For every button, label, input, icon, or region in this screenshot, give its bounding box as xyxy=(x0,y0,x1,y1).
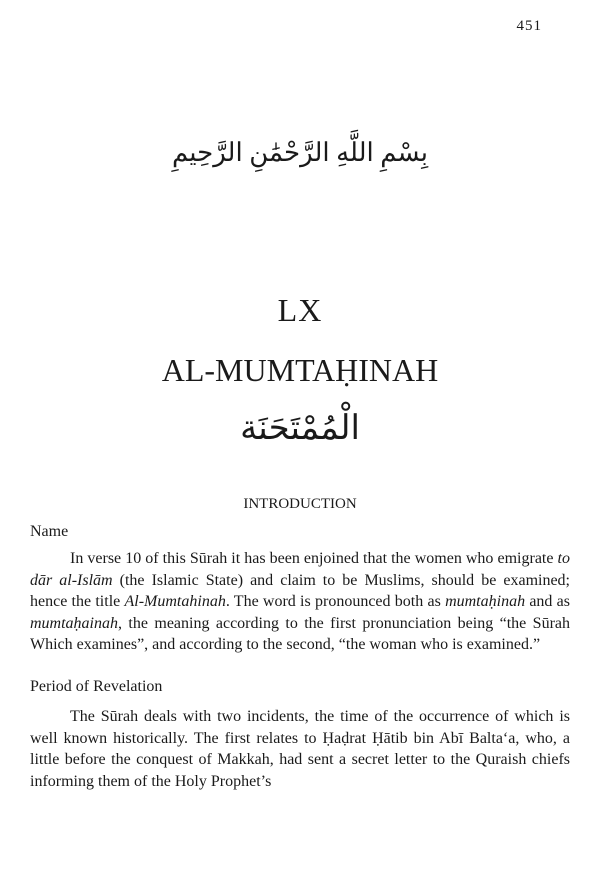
italic-term: mumtaḥinah xyxy=(445,593,526,611)
surah-arabic-title: الْمُمْتَحَنَة xyxy=(240,410,360,447)
text-run: and as xyxy=(525,593,570,611)
italic-term: Al-Mumtahinah xyxy=(124,593,226,611)
period-paragraph-text: The Sūrah deals with two incidents, the time of the occurrence of which is well known historically. The first relates to Ḥaḍrat Ḥātib bin Abī Balta‘a, who, a little before the conquest of Makkah, had sent a secret letter to the Quraish chiefs informing them of the Holy Prophet’s xyxy=(30,708,570,790)
text-run: In verse 10 of this Sūrah it has been enjoined that the women who emigrate xyxy=(70,550,558,567)
introduction-heading: INTRODUCTION xyxy=(243,496,357,512)
italic-term: to dār al-Islām xyxy=(30,550,570,589)
italic-term: mumtaḥainah xyxy=(30,614,118,632)
name-paragraph xyxy=(30,548,570,656)
section-heading-period-of-revelation: Period of Revelation xyxy=(30,678,163,695)
text-run: (the Islamic State) and claim to be Muslims, should be examined; hence the title xyxy=(30,571,571,611)
text-run: . The word is pronounced both as xyxy=(225,593,446,611)
section-heading-name: Name xyxy=(30,523,69,540)
text-run: , the meaning according to the first pronunciation being “the Sūrah Which examines”, and according to the second, “the woman who is examined.” xyxy=(30,614,570,654)
surah-number: LX xyxy=(277,292,323,328)
name-paragraph-text xyxy=(30,548,570,656)
period-paragraph xyxy=(30,706,570,792)
bismillah-calligraphy: بِسْمِ اللَّهِ الرَّحْمَٰنِ الرَّحِيمِ xyxy=(171,138,429,167)
surah-title: AL-MUMTAḤINAH xyxy=(161,352,439,388)
page-number: 451 xyxy=(516,18,542,34)
